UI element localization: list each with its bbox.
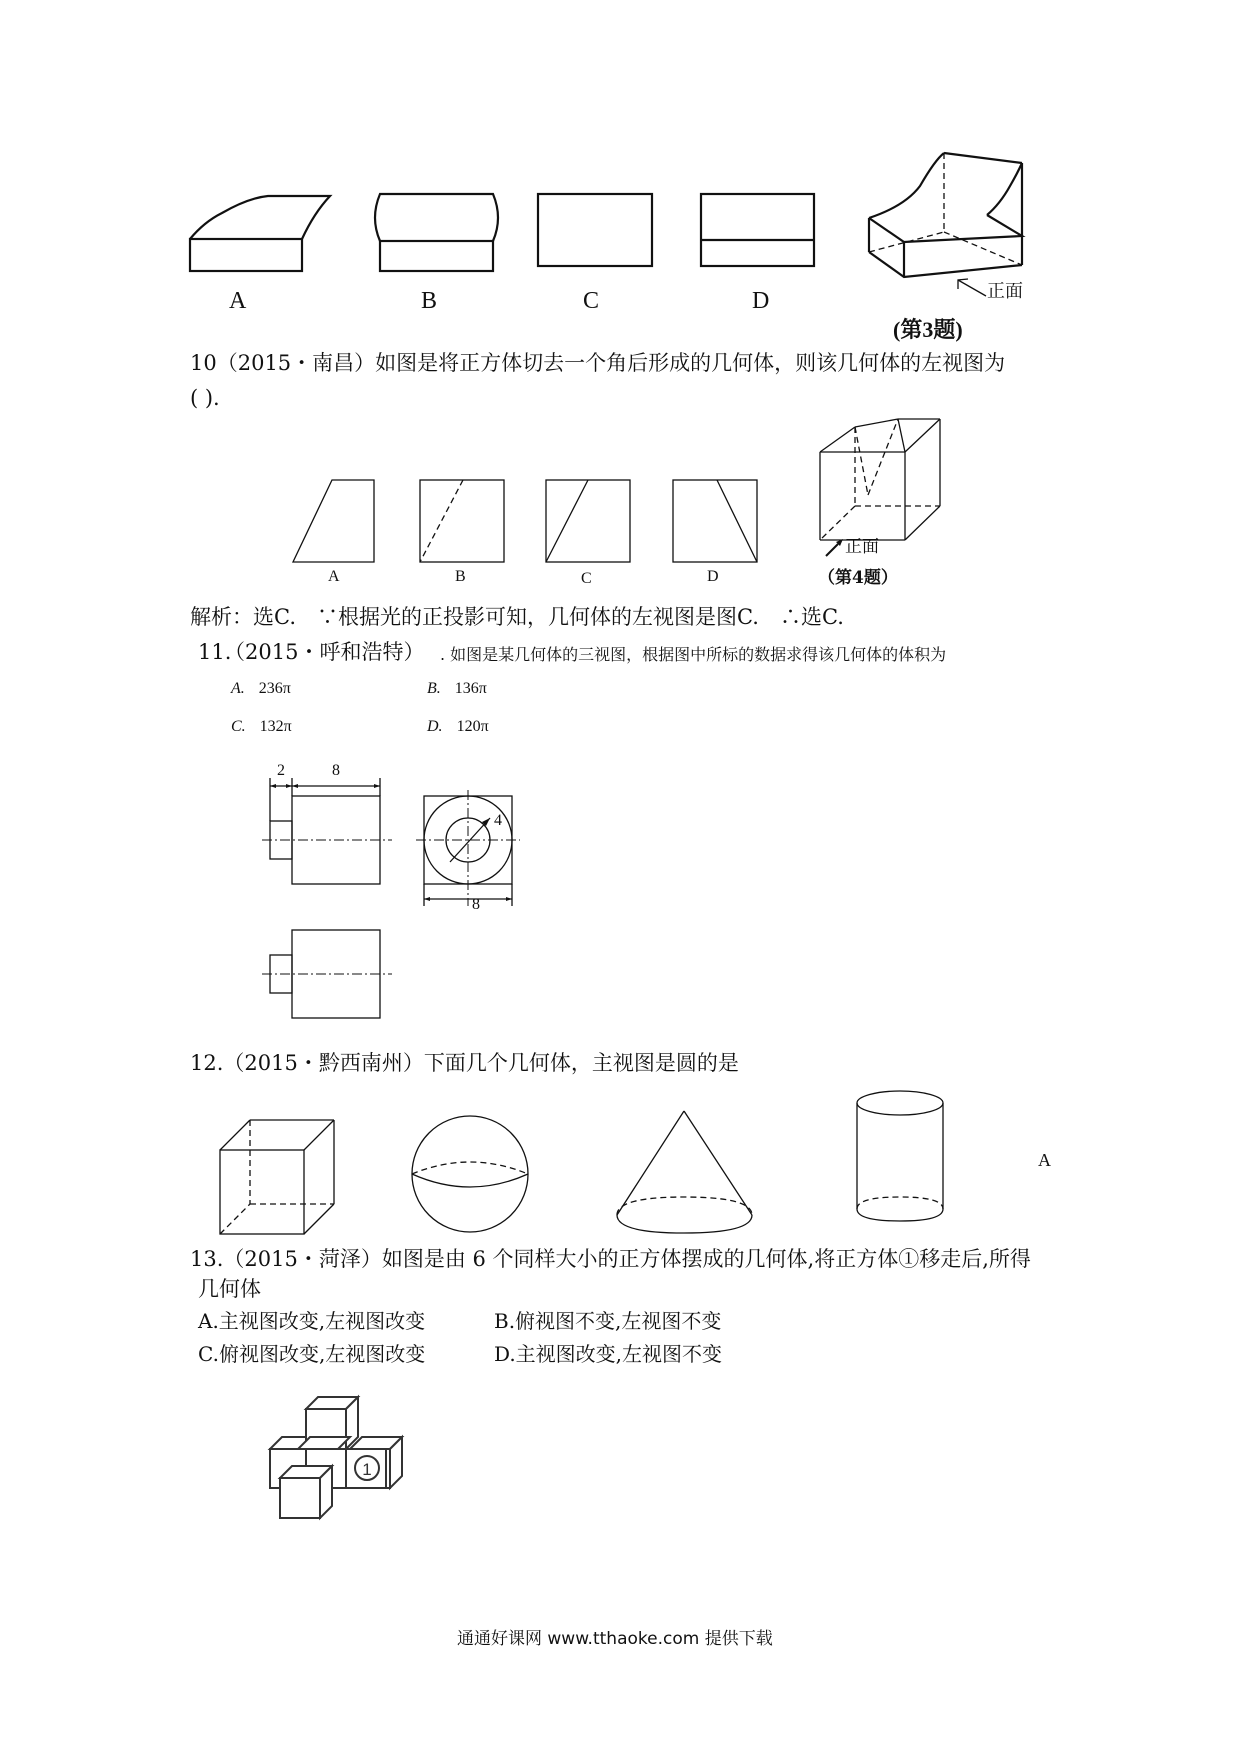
q13-cube-mark: 1 bbox=[362, 1460, 372, 1479]
q13-choice-b[interactable]: B.俯视图不变,左视图不变 bbox=[494, 1309, 722, 1333]
q13-stem-line2: 几何体 bbox=[198, 1277, 261, 1301]
q9-option-a-label: A bbox=[229, 288, 247, 314]
q10-option-b-label: B bbox=[455, 568, 466, 585]
q10-option-c-label: C bbox=[581, 570, 592, 587]
q12-stem: 12.（2015・黔西南州）下面几个几何体，主视图是圆的是 bbox=[190, 1051, 739, 1075]
q9-front-label: 正面 bbox=[987, 281, 1023, 302]
q11-dim-radius: 4 bbox=[494, 812, 502, 829]
q11-choice-c-text: 132π bbox=[259, 718, 292, 735]
q11-dim-small: 2 bbox=[277, 762, 285, 779]
q11-choice-b-letter: B. bbox=[427, 680, 441, 697]
q12-answer: A bbox=[1038, 1150, 1051, 1170]
q11-choice-c-letter: C. bbox=[231, 718, 246, 735]
q11-source: （2015・呼和浩特） bbox=[224, 640, 425, 664]
q9-option-c-label: C bbox=[583, 288, 600, 314]
q11-choice-d-text: 120π bbox=[456, 718, 489, 735]
q9-option-b-label: B bbox=[421, 288, 438, 314]
q11-dim-width: 8 bbox=[332, 762, 340, 779]
q13-choice-c[interactable]: C.俯视图改变,左视图改变 bbox=[198, 1342, 426, 1366]
q11-dim-diameter: 8 bbox=[472, 896, 480, 913]
q10-front-label: 正面 bbox=[845, 537, 879, 557]
q10-option-a-label: A bbox=[328, 568, 340, 585]
q9-caption: (第3题) bbox=[893, 317, 963, 342]
footer: 通通好课网 www.tthaoke.com 提供下载 bbox=[457, 1629, 773, 1649]
q11-stem: . 如图是某几何体的三视图，根据图中所标的数据求得该几何体的体积为 bbox=[440, 645, 947, 664]
q10-analysis: 解析：选C. ∵根据光的正投影可知，几何体的左视图是图C. ∴选C. bbox=[190, 605, 844, 629]
q13-stem-line1: 13.（2015・菏泽）如图是由 6 个同样大小的正方体摆成的几何体,将正方体①移走后,所得 bbox=[190, 1247, 1031, 1271]
q13-choice-a[interactable]: A.主视图改变,左视图改变 bbox=[198, 1309, 426, 1333]
q11-choice-a-text: 236π bbox=[258, 680, 291, 697]
q11-choice-b-text: 136π bbox=[454, 680, 487, 697]
q11-choice-d-letter: D. bbox=[427, 718, 443, 735]
q10-stem: 10（2015・南昌）如图是将正方体切去一个角后形成的几何体，则该几何体的左视图为 bbox=[190, 351, 1006, 375]
q10-option-d-label: D bbox=[707, 568, 719, 585]
q13-choice-d[interactable]: D.主视图改变,左视图不变 bbox=[494, 1342, 723, 1366]
q10-caption: （第4题） bbox=[818, 568, 898, 588]
q11-choice-a-letter: A. bbox=[231, 680, 245, 697]
q10-blank: ( ). bbox=[190, 386, 220, 410]
q9-option-d-label: D bbox=[752, 288, 770, 314]
q11-number: 11. bbox=[198, 640, 232, 664]
